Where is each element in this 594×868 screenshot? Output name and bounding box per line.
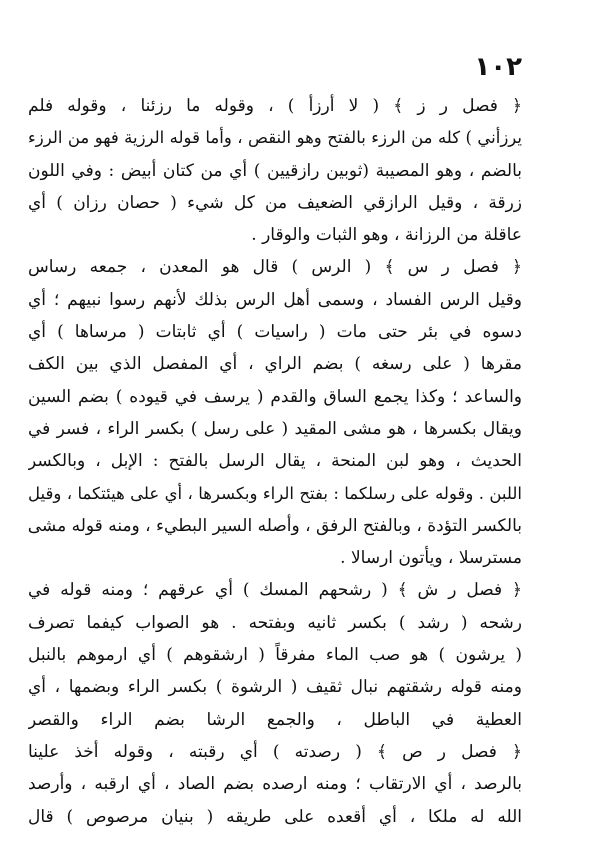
- text-line: ﴿ فصل ر ص ﴾ ( رصدته ) أي رقبته ، وقوله أخذ علينا: [28, 741, 522, 762]
- text-line: ( يرشون ) هو صب الماء مفرقاً ( ارشقوهم ) أي ارموهم بالنبل: [28, 645, 522, 666]
- text-line: رشحه ( رشد ) بكسر ثانيه وبفتحه . هو الصواب كيفما تصرف: [28, 612, 522, 633]
- text-line: ومنه قوله رشقتهم نبال ثقيف ( الرشوة ) بكسر الراء وبضمها ، أي: [28, 677, 522, 698]
- text-line: الحديث ، وهو لبن المنحة ، يقال الرسل بالفتح : الإبل ، وبالكسر: [28, 451, 522, 472]
- text-line: ﴿ فصل ر س ﴾ ( الرس ) قال هو المعدن ، جمعه رساس: [28, 257, 522, 278]
- text-line: يرزأني ) كله من الرزء بالفتح وهو النقص ، وأما قوله الرزية فهو من الرزء: [28, 128, 522, 148]
- text-line: ﴿ فصل ر ش ﴾ ( رشحهم المسك ) أي عرقهم ؛ ومنه قوله في: [28, 580, 522, 601]
- text-line: ﴿ فصل ر ز ﴾ ( لا أرزأ ) ، وقوله ما رزئنا ، وقوله فلم: [28, 96, 522, 116]
- text-line: بالضم ، وهو المصيبة (ثوبين رازقيين ) أي من كتان أبيض : وفي اللون: [28, 160, 522, 181]
- text-line: مقرها ( على رسغه ) بضم الراي ، أي المفصل الذي بين الكف: [28, 354, 522, 375]
- text-line: زرقة ، وقيل الرازقي الضعيف من كل شيء ( حصان رزان ) أي: [28, 192, 522, 213]
- text-body: [28, 90, 522, 833]
- text-line: الله له ملكا ، أي أقعده على طريقه ( بنيان مرصوص ) قال: [28, 806, 522, 827]
- text-line: ويقال بكسرها ، هو مشى المقيد ( على رسل ) بكسر الراء ، فسر في: [28, 418, 522, 439]
- text-line: وقيل الرس الفساد ، وسمى أهل الرس بذلك لأنهم رسوا نبيهم ؛ أي: [28, 289, 522, 310]
- text-line: اللبن . وقوله على رسلكما : بفتح الراء وبكسرها ، أي على هيئتكما ، وقيل: [28, 483, 522, 503]
- text-line: مسترسلا ، ويأتون ارسالا .: [340, 548, 522, 569]
- text-line: بالكسر التؤدة ، وبالفتح الرفق ، وأصله السير البطيء ، ومنه قوله مشى: [28, 515, 522, 536]
- text-line: العطية في الباطل ، والجمع الرشا بضم الراء والقصر: [28, 709, 522, 730]
- text-line: عاقلة من الرزانة ، وهو الثبات والوقار .: [251, 225, 522, 246]
- text-line: بالرصد ، أي الارتقاب ؛ ومنه ارصده بضم الصاد ، أي ارقبه ، وأرصد: [28, 774, 522, 795]
- text-line: دسوه في بئر حتى مات ( راسيات ) أي ثابتات ( مرساها ) أي: [28, 322, 522, 343]
- page-number: ١٠٢: [474, 52, 522, 82]
- text-line: والساعد ؛ وكذا يجمع الساق والقدم ( يرسف في قيوده ) بضم السين: [28, 386, 522, 407]
